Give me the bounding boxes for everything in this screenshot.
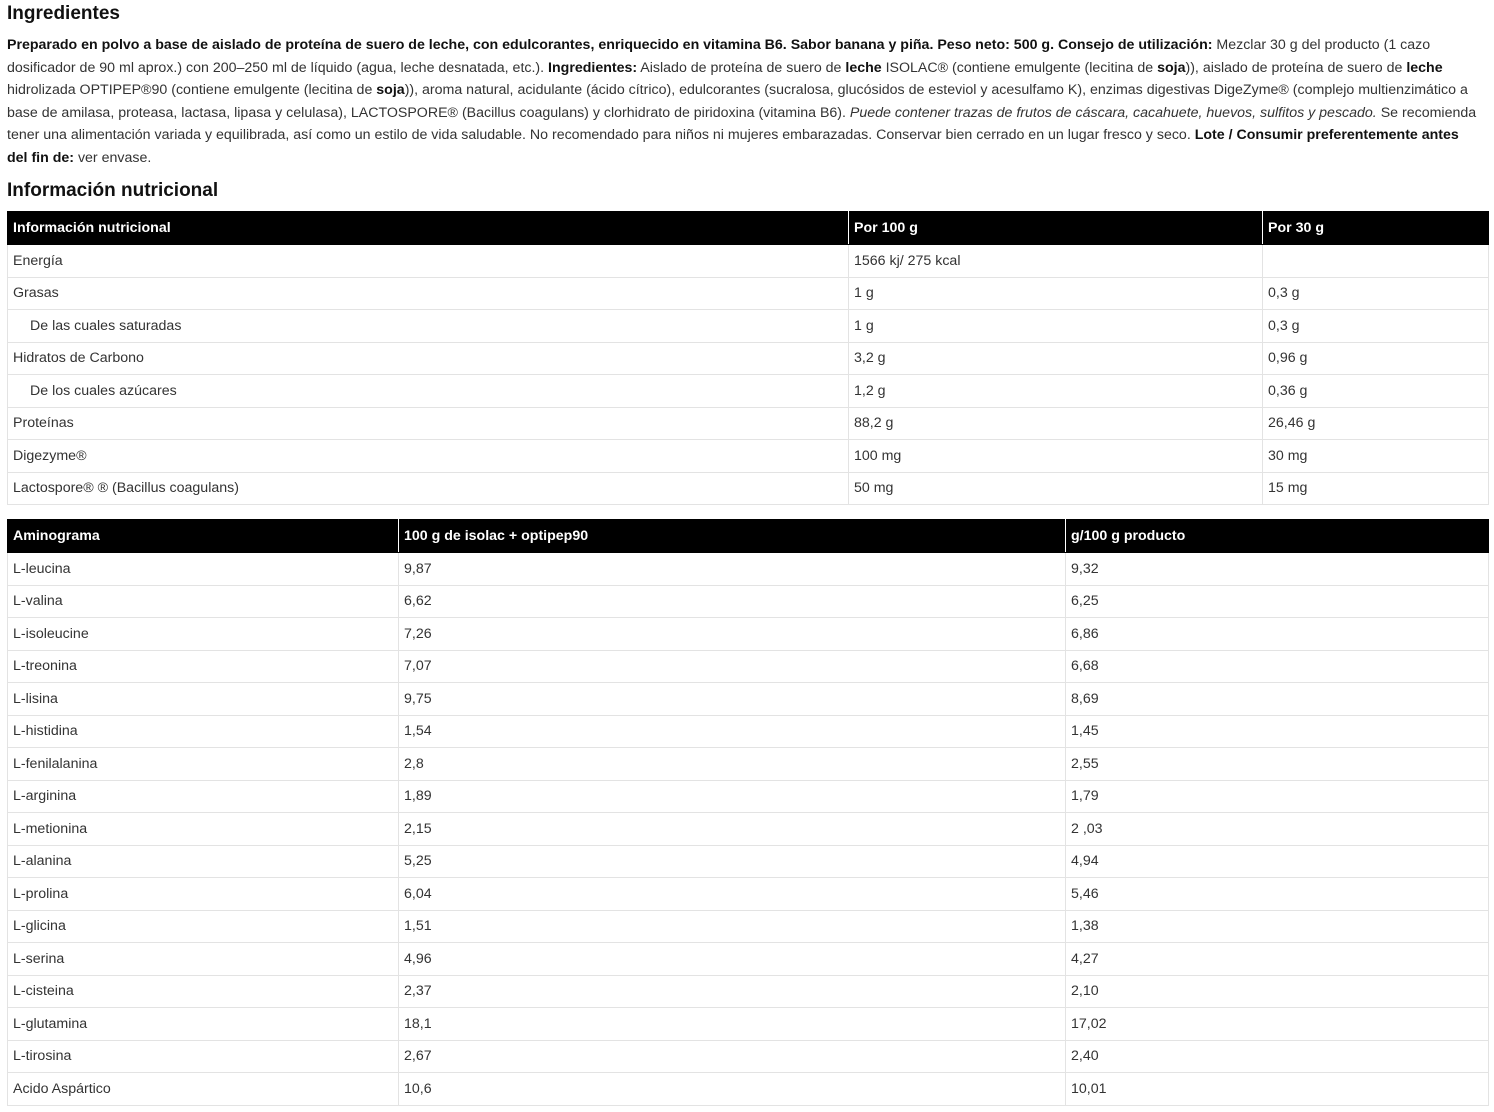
product-value-cell: 6,86 bbox=[1066, 618, 1489, 651]
isolac-value-cell: 7,07 bbox=[399, 650, 1066, 683]
per30-value-cell: 30 mg bbox=[1263, 440, 1489, 473]
ingredients-segment: soja bbox=[376, 82, 405, 99]
isolac-value-cell: 1,54 bbox=[399, 715, 1066, 748]
aminogram-row bbox=[8, 553, 1489, 586]
ingredients-segment: Preparado en polvo a base de aislado de proteína de suero de leche, con edulcorantes, enriquecido en vitamina B6. Sabor banana y piña. Peso neto: 500 g. Consejo de utilización: bbox=[7, 37, 1213, 53]
amino-acid-name-cell: L-metionina bbox=[8, 813, 399, 846]
product-value-cell: 1,79 bbox=[1066, 780, 1489, 813]
per30-value-cell: 0,96 g bbox=[1263, 342, 1489, 375]
ingredients-segment: )), aislado de proteína de suero de bbox=[1185, 59, 1407, 76]
nutrition-row bbox=[8, 472, 1489, 505]
amino-acid-name-cell: L-leucina bbox=[8, 553, 399, 586]
per100-value-cell: 1566 kj/ 275 kcal bbox=[849, 245, 1263, 278]
ingredients-segment: soja bbox=[1157, 59, 1186, 76]
ingredients-segment: )), aroma natural, acidulante (ácido cítrico), edulcorantes (sucralosa, glucósidos de esteviol y acesulfamo K), enzimas digestivas DigeZyme® (complejo multienzimático a base de amilasa, proteasa, lactasa, lipasa y celulasa), LACTOSPORE® (Bacillus coagulans) y clorhidrato de piridoxina (vitamina B6). bbox=[7, 82, 1468, 121]
amino-acid-name-cell: L-cisteina bbox=[8, 975, 399, 1008]
aminogram-row bbox=[8, 910, 1489, 943]
isolac-value-cell: 2,15 bbox=[399, 813, 1066, 846]
aminogram-row bbox=[8, 585, 1489, 618]
isolac-value-cell: 9,75 bbox=[399, 683, 1066, 716]
nutrient-name-cell: Digezyme® bbox=[8, 440, 849, 473]
aminogram-row bbox=[8, 975, 1489, 1008]
nutrition-row bbox=[8, 245, 1489, 278]
amino-acid-name-cell: L-prolina bbox=[8, 878, 399, 911]
isolac-value-cell: 4,96 bbox=[399, 943, 1066, 976]
aminogram-row bbox=[8, 650, 1489, 683]
isolac-value-cell: 2,8 bbox=[399, 748, 1066, 781]
aminogram-row bbox=[8, 748, 1489, 781]
isolac-value-cell: 6,04 bbox=[399, 878, 1066, 911]
product-value-cell: 8,69 bbox=[1066, 683, 1489, 716]
nutrition-row bbox=[8, 375, 1489, 408]
product-value-cell: 4,27 bbox=[1066, 943, 1489, 976]
ingredients-paragraph bbox=[7, 34, 1481, 170]
amino-acid-name-cell: L-tirosina bbox=[8, 1040, 399, 1073]
amino-acid-name-cell: L-histidina bbox=[8, 715, 399, 748]
nutrition-table bbox=[7, 211, 1489, 505]
aminogram-row bbox=[8, 618, 1489, 651]
aminogram-header-name: Aminograma bbox=[8, 520, 399, 553]
per30-value-cell bbox=[1263, 245, 1489, 278]
aminogram-row bbox=[8, 845, 1489, 878]
per100-value-cell: 50 mg bbox=[849, 472, 1263, 505]
product-value-cell: 2,40 bbox=[1066, 1040, 1489, 1073]
nutrition-header-per100: Por 100 g bbox=[849, 212, 1263, 245]
nutrient-name-cell: De las cuales saturadas bbox=[8, 310, 849, 343]
nutrition-row bbox=[8, 440, 1489, 473]
amino-acid-name-cell: L-glicina bbox=[8, 910, 399, 943]
aminogram-header-product: g/100 g producto bbox=[1066, 520, 1489, 553]
per30-value-cell: 0,3 g bbox=[1263, 310, 1489, 343]
nutrition-row bbox=[8, 310, 1489, 343]
per100-value-cell: 1 g bbox=[849, 310, 1263, 343]
product-value-cell: 6,68 bbox=[1066, 650, 1489, 683]
product-value-cell: 6,25 bbox=[1066, 585, 1489, 618]
nutrition-header-name: Información nutricional bbox=[8, 212, 849, 245]
aminogram-header-isolac: 100 g de isolac + optipep90 bbox=[399, 520, 1066, 553]
isolac-value-cell: 18,1 bbox=[399, 1008, 1066, 1041]
nutrient-name-cell: Proteínas bbox=[8, 407, 849, 440]
aminogram-table bbox=[7, 519, 1489, 1106]
amino-acid-name-cell: L-valina bbox=[8, 585, 399, 618]
amino-acid-name-cell: Acido Aspártico bbox=[8, 1073, 399, 1106]
ingredients-heading: Ingredientes bbox=[7, 3, 120, 24]
ingredients-segment: hidrolizada OPTIPEP®90 (contiene emulgente (lecitina de bbox=[7, 82, 377, 99]
isolac-value-cell: 5,25 bbox=[399, 845, 1066, 878]
per100-value-cell: 1,2 g bbox=[849, 375, 1263, 408]
aminogram-row bbox=[8, 943, 1489, 976]
aminogram-row bbox=[8, 1040, 1489, 1073]
product-value-cell: 4,94 bbox=[1066, 845, 1489, 878]
per30-value-cell: 0,3 g bbox=[1263, 277, 1489, 310]
per100-value-cell: 1 g bbox=[849, 277, 1263, 310]
isolac-value-cell: 2,67 bbox=[399, 1040, 1066, 1073]
ingredients-segment: Puede contener trazas de frutos de cáscara, cacahuete, huevos, sulfitos y pescado. bbox=[849, 104, 1377, 121]
aminogram-header-row bbox=[8, 520, 1489, 553]
product-value-cell: 2,55 bbox=[1066, 748, 1489, 781]
ingredients-segment: Ingredientes: bbox=[548, 59, 638, 76]
product-value-cell: 17,02 bbox=[1066, 1008, 1489, 1041]
per100-value-cell: 88,2 g bbox=[849, 407, 1263, 440]
isolac-value-cell: 7,26 bbox=[399, 618, 1066, 651]
ingredients-segment: Lote / Consumir preferentemente antes del fin de: bbox=[7, 127, 1459, 166]
nutrition-header-per30: Por 30 g bbox=[1263, 212, 1489, 245]
nutrition-header-row bbox=[8, 212, 1489, 245]
aminogram-row bbox=[8, 878, 1489, 911]
ingredients-segment: leche bbox=[845, 59, 882, 76]
nutrition-row bbox=[8, 342, 1489, 375]
per100-value-cell: 100 mg bbox=[849, 440, 1263, 473]
nutrient-name-cell: De los cuales azúcares bbox=[8, 375, 849, 408]
product-value-cell: 10,01 bbox=[1066, 1073, 1489, 1106]
aminogram-row bbox=[8, 715, 1489, 748]
nutrition-heading: Información nutricional bbox=[7, 180, 219, 201]
isolac-value-cell: 1,89 bbox=[399, 780, 1066, 813]
per100-value-cell: 3,2 g bbox=[849, 342, 1263, 375]
isolac-value-cell: 6,62 bbox=[399, 585, 1066, 618]
ingredients-segment: Se recomienda tener una alimentación variada y equilibrada, así como un estilo de vida saludable. No recomendado para niños ni mujeres embarazadas. Conservar bien cerrado en un lugar fresco y seco. bbox=[7, 104, 1477, 144]
ingredients-segment: Aislado de proteína de suero de bbox=[637, 59, 846, 76]
product-value-cell: 2,10 bbox=[1066, 975, 1489, 1008]
amino-acid-name-cell: L-lisina bbox=[8, 683, 399, 716]
isolac-value-cell: 9,87 bbox=[399, 553, 1066, 586]
amino-acid-name-cell: L-arginina bbox=[8, 780, 399, 813]
amino-acid-name-cell: L-treonina bbox=[8, 650, 399, 683]
per30-value-cell: 15 mg bbox=[1263, 472, 1489, 505]
nutrition-row bbox=[8, 407, 1489, 440]
amino-acid-name-cell: L-isoleucine bbox=[8, 618, 399, 651]
product-value-cell: 1,38 bbox=[1066, 910, 1489, 943]
amino-acid-name-cell: L-serina bbox=[8, 943, 399, 976]
nutrient-name-cell: Lactospore® ® (Bacillus coagulans) bbox=[8, 472, 849, 505]
amino-acid-name-cell: L-fenilalanina bbox=[8, 748, 399, 781]
product-value-cell: 1,45 bbox=[1066, 715, 1489, 748]
isolac-value-cell: 10,6 bbox=[399, 1073, 1066, 1106]
nutrient-name-cell: Hidratos de Carbono bbox=[8, 342, 849, 375]
per30-value-cell: 0,36 g bbox=[1263, 375, 1489, 408]
ingredients-segment: ver envase. bbox=[74, 149, 152, 166]
amino-acid-name-cell: L-alanina bbox=[8, 845, 399, 878]
isolac-value-cell: 2,37 bbox=[399, 975, 1066, 1008]
isolac-value-cell: 1,51 bbox=[399, 910, 1066, 943]
ingredients-segment: Mezclar 30 g del producto (1 cazo dosificador de 90 ml aprox.) con 200–250 ml de líquido (agua, leche desnatada, etc.). bbox=[7, 37, 1431, 76]
amino-acid-name-cell: L-glutamina bbox=[8, 1008, 399, 1041]
product-value-cell: 9,32 bbox=[1066, 553, 1489, 586]
aminogram-row bbox=[8, 683, 1489, 716]
aminogram-row bbox=[8, 1073, 1489, 1106]
product-value-cell: 2 ,03 bbox=[1066, 813, 1489, 846]
aminogram-row bbox=[8, 813, 1489, 846]
product-value-cell: 5,46 bbox=[1066, 878, 1489, 911]
nutrient-name-cell: Energía bbox=[8, 245, 849, 278]
aminogram-row bbox=[8, 780, 1489, 813]
per30-value-cell: 26,46 g bbox=[1263, 407, 1489, 440]
aminogram-row bbox=[8, 1008, 1489, 1041]
nutrition-row bbox=[8, 277, 1489, 310]
nutrient-name-cell: Grasas bbox=[8, 277, 849, 310]
ingredients-segment: ISOLAC® (contiene emulgente (lecitina de bbox=[881, 59, 1158, 76]
ingredients-segment: leche bbox=[1406, 59, 1443, 76]
